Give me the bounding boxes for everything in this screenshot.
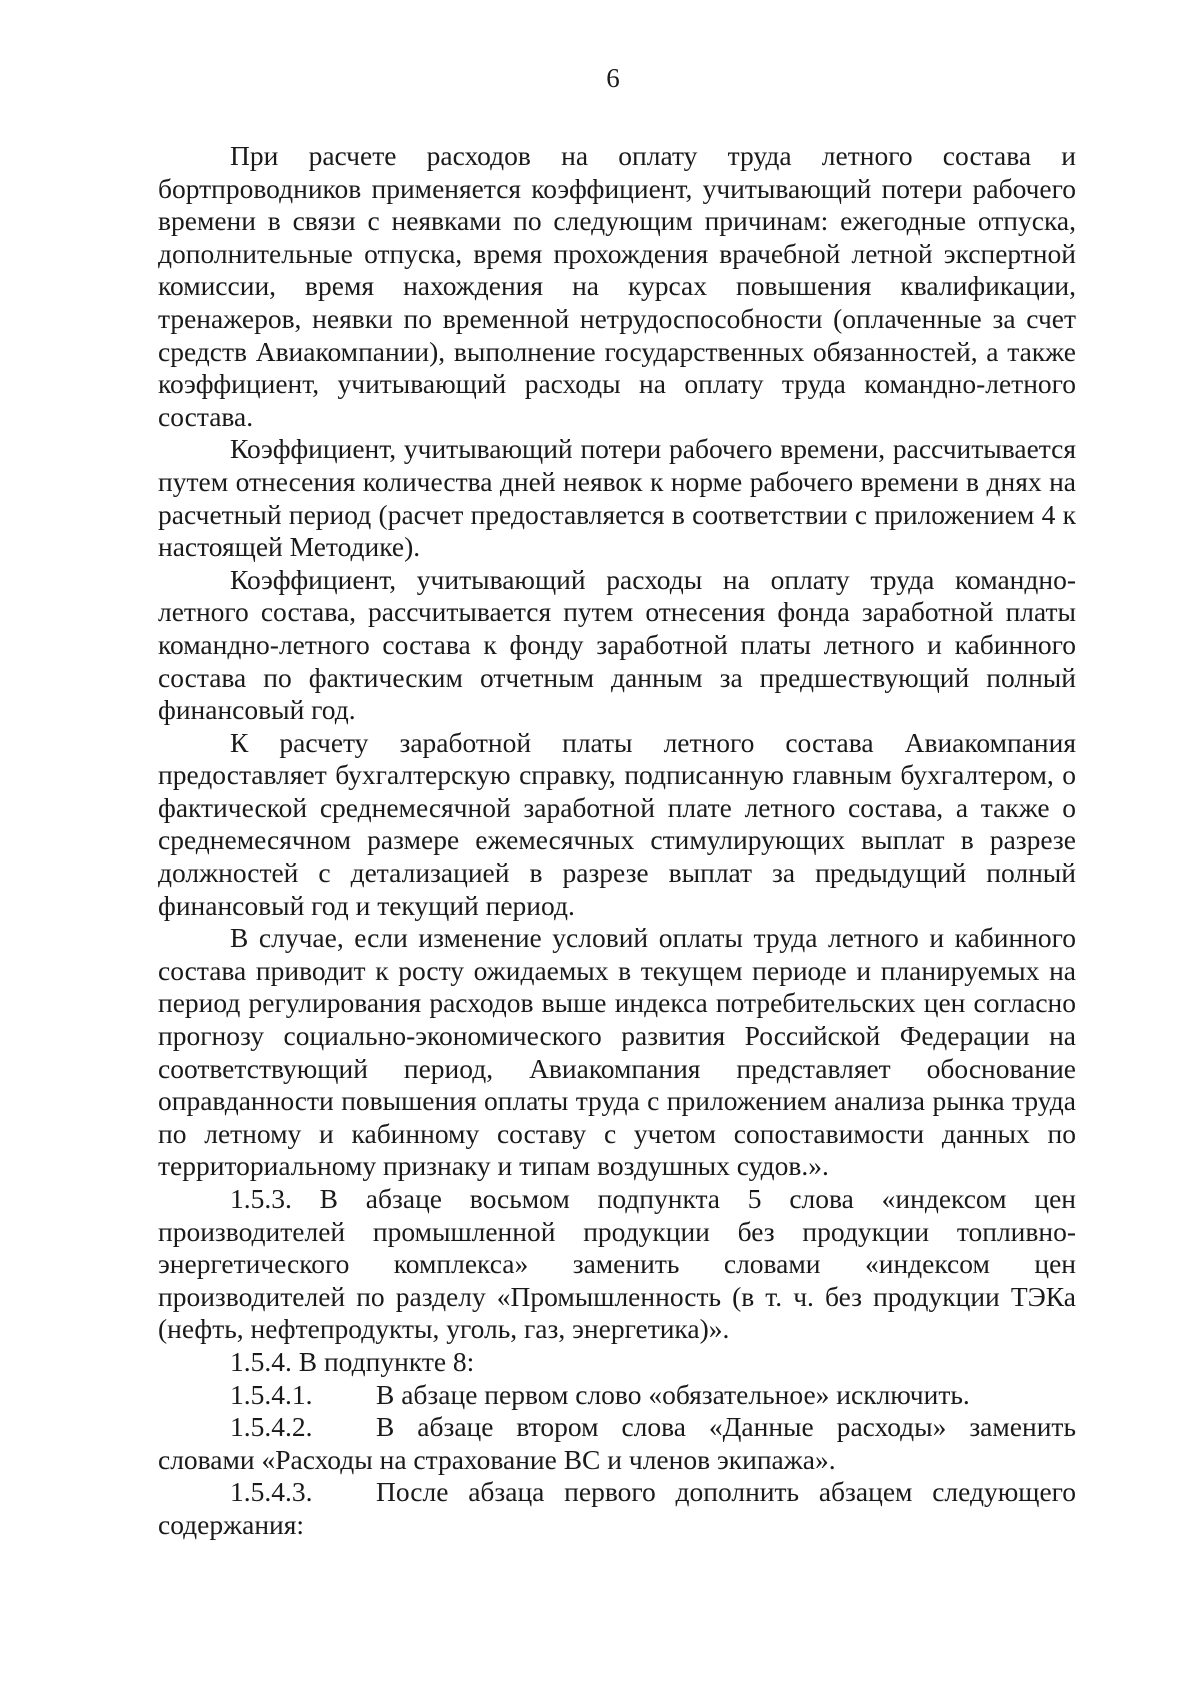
page-number: 6 [606, 63, 620, 93]
paragraph-clause-1-5-4: 1.5.4. В подпункте 8: [230, 1345, 475, 1377]
paragraph-accounting-certificate: К расчету заработной платы летного состава Авиакомпания предоставляет бухгалтерскую справку, подписанную главным бухгалтером, о фактической среднемесячной заработной плате летного состава, а также о среднемесячном размере ежемесячных стимулирующих выплат в разрезе должностей с детализацией в разрезе выплат за предыдущий полный финансовый год и текущий период. [158, 726, 1076, 921]
paragraph-lost-time-coefficient: Коэффициент, учитывающий потери рабочего времени, рассчитывается путем отнесения количества дней неявок к норме рабочего времени в днях на расчетный период (расчет предоставляется в соответствии с приложением 4 к настоящей Методике). [158, 433, 1076, 563]
item-text: В абзаце втором слова «Данные расходы» заменить словами «Расходы на страхование ВС и членов экипажа». [158, 1411, 1076, 1475]
item-text: В абзаце первом слово «обязательное» исключить. [376, 1378, 970, 1410]
item-number: 1.5.4.3. [230, 1476, 313, 1508]
paragraph-pay-coefficient: При расчете расходов на оплату труда летного состава и бортпроводников применяется коэффициент, учитывающий потери рабочего времени в связи с неявками по следующим причинам: ежегодные отпуска, дополнительные отпуска, время прохождения врачебной летной экспертной комиссии, время нахождения на курсах повышения квалификации, тренажеров, неявки по временной нетрудоспособности (оплаченные за счет средств Авиакомпании), выполнение государственных обязанностей, а также коэффициент, учитывающий расходы на оплату труда командно-летного состава. [158, 140, 1076, 432]
list-item [158, 1476, 1076, 1541]
document-body [158, 140, 1076, 1542]
item-number: 1.5.4.2. [230, 1411, 313, 1443]
item-number: 1.5.4.1. [230, 1378, 313, 1410]
paragraph-command-staff-coefficient: Коэффициент, учитывающий расходы на оплату труда командно-летного состава, рассчитывается путем отнесения фонда заработной платы командно-летного состава к фонду заработной платы летного и кабинного состава по фактическим отчетным данным за предшествующий полный финансовый год. [158, 563, 1076, 726]
list-item [158, 1411, 1076, 1476]
paragraph-clause-1-5-3: 1.5.3. В абзаце восьмом подпункта 5 слова «индексом цен производителей промышленной продукции без продукции топливно-энергетического комплекса» заменить словами «индексом цен производителей по разделу «Промышленность (в т. ч. без продукции ТЭКа (нефть, нефтепродукты, уголь, газ, энергетика)». [158, 1183, 1076, 1345]
item-text: После абзаца первого дополнить абзацем следующего содержания: [158, 1476, 1076, 1540]
list-item [158, 1379, 1076, 1412]
paragraph-pay-increase-justification: В случае, если изменение условий оплаты труда летного и кабинного состава приводит к росту ожидаемых в текущем периоде и планируемых на период регулирования расходов выше индекса потребительских цен согласно прогнозу социально-экономического развития Российской Федерации на соответствующий период, Авиакомпания представляет обоснование оправданности повышения оплаты труда с приложением анализа рынка труда по летному и кабинному составу с учетом сопоставимости данных по территориальному признаку и типам воздушных судов.». [158, 922, 1076, 1182]
